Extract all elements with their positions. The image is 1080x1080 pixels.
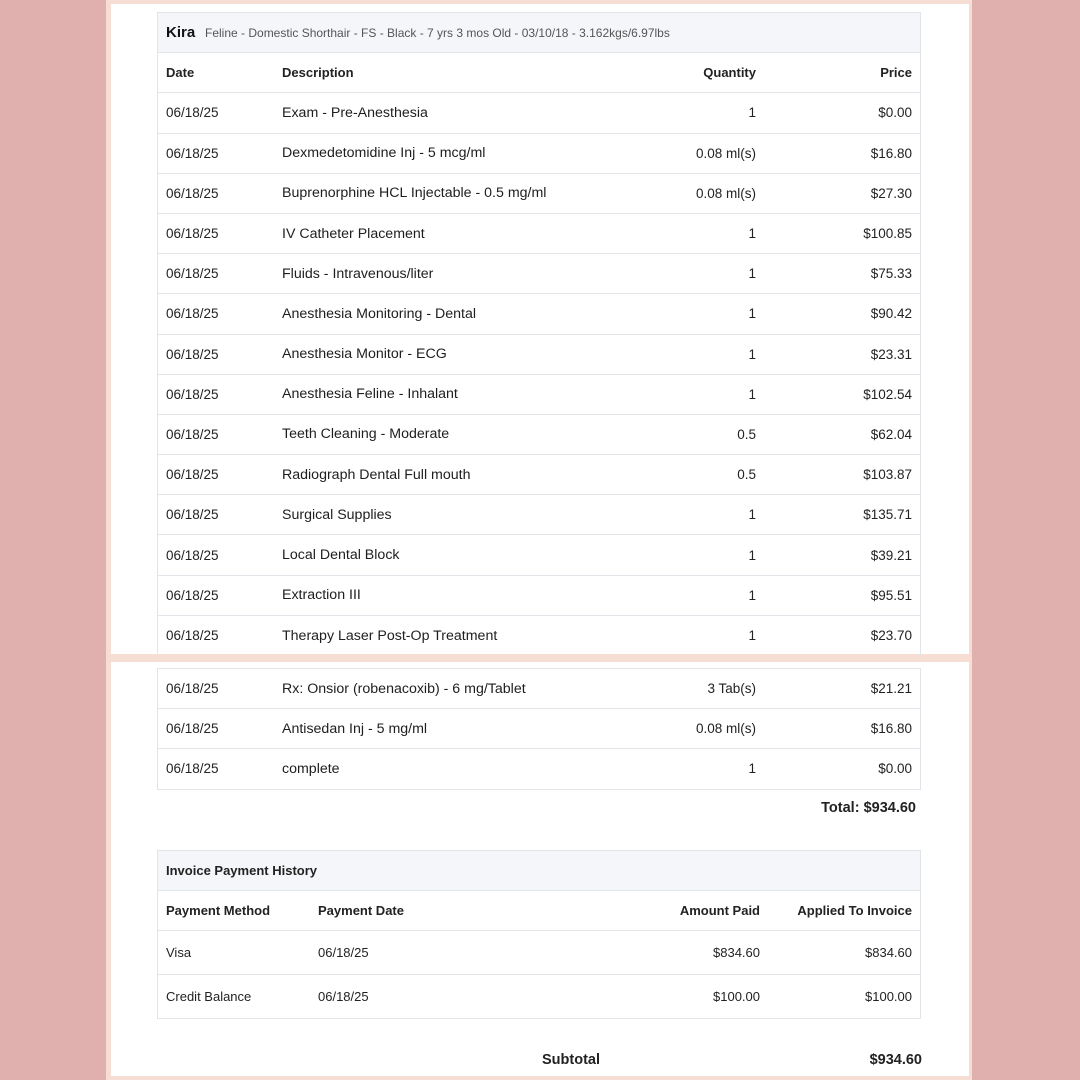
item-price: $16.80 [870, 145, 912, 161]
item-description: Exam - Pre-Anesthesia [282, 104, 428, 121]
table-row [158, 669, 920, 709]
item-description: Rx: Onsior (robenacoxib) - 6 mg/Tablet [282, 680, 526, 697]
table-row [158, 214, 920, 254]
table-row [158, 495, 920, 535]
item-date: 06/18/25 [166, 185, 219, 201]
table-row [158, 415, 920, 455]
item-description: Teeth Cleaning - Moderate [282, 426, 450, 443]
item-date: 06/18/25 [166, 628, 219, 644]
column-payment-date: Payment Date [318, 903, 404, 919]
item-description: Dexmedetomidine Inj - 5 mcg/ml [282, 145, 486, 162]
table-row [158, 93, 920, 133]
item-quantity: 1 [748, 587, 756, 603]
item-price: $95.51 [870, 587, 912, 603]
item-price: $103.87 [863, 467, 912, 483]
item-quantity: 0.5 [737, 426, 756, 442]
item-description: Local Dental Block [282, 547, 400, 564]
item-description: Fluids - Intravenous/liter [282, 265, 434, 282]
subtotal-value: $934.60 [869, 1052, 922, 1068]
item-price: $90.42 [870, 306, 912, 322]
item-quantity: 1 [748, 306, 756, 322]
table-row [158, 294, 920, 334]
column-price: Price [880, 65, 912, 81]
item-quantity: 1 [748, 226, 756, 242]
column-amount-paid: Amount Paid [679, 903, 760, 919]
pet-name: Kira [166, 24, 196, 42]
table-row [158, 375, 920, 415]
item-quantity: 1 [748, 266, 756, 282]
item-date: 06/18/25 [166, 266, 219, 282]
item-price: $39.21 [870, 547, 912, 563]
table-row [158, 576, 920, 616]
item-price: $23.70 [870, 628, 912, 644]
column-quantity: Quantity [703, 65, 756, 81]
item-date: 06/18/25 [166, 761, 219, 777]
item-date: 06/18/25 [166, 306, 219, 322]
item-date: 06/18/25 [166, 467, 219, 483]
table-row [158, 749, 920, 789]
item-price: $21.21 [870, 681, 912, 697]
item-description: Anesthesia Monitor - ECG [282, 346, 447, 363]
item-price: $27.30 [870, 185, 912, 201]
item-quantity: 0.08 ml(s) [695, 721, 756, 737]
item-price: $0.00 [878, 105, 912, 121]
subtotal-label: Subtotal [542, 1052, 600, 1068]
table-row [158, 455, 920, 495]
item-date: 06/18/25 [166, 105, 219, 121]
item-description: Antisedan Inj - 5 mg/ml [282, 720, 428, 737]
column-description: Description [282, 65, 354, 81]
column-date: Date [166, 65, 195, 81]
item-quantity: 0.08 ml(s) [695, 145, 756, 161]
item-quantity: 1 [748, 761, 756, 777]
item-description: complete [282, 760, 340, 777]
payment-method: Credit Balance [166, 989, 252, 1005]
item-price: $0.00 [878, 761, 912, 777]
item-quantity: 0.08 ml(s) [695, 185, 756, 201]
payment-amount-paid: $100.00 [713, 989, 760, 1005]
item-description: Surgical Supplies [282, 506, 392, 523]
payment-applied: $100.00 [865, 989, 912, 1005]
item-date: 06/18/25 [166, 547, 219, 563]
payment-amount-paid: $834.60 [713, 945, 760, 961]
invoice-total: Total: $934.60 [821, 800, 916, 816]
payment-method: Visa [166, 945, 192, 961]
item-quantity: 3 Tab(s) [707, 681, 756, 697]
item-description: Anesthesia Monitoring - Dental [282, 305, 476, 322]
item-description: Buprenorphine HCL Injectable - 0.5 mg/ml [282, 185, 547, 202]
item-quantity: 1 [748, 105, 756, 121]
payment-history-table [157, 850, 921, 1019]
item-price: $102.54 [863, 386, 912, 402]
item-date: 06/18/25 [166, 426, 219, 442]
payment-applied: $834.60 [865, 945, 912, 961]
table-row [158, 335, 920, 375]
item-price: $16.80 [870, 721, 912, 737]
item-date: 06/18/25 [166, 386, 219, 402]
item-description: Anesthesia Feline - Inhalant [282, 386, 458, 403]
pet-info: Feline - Domestic Shorthair - FS - Black - 7 yrs 3 mos Old - 03/10/18 - 3.162kgs/6.97lbs [205, 25, 670, 40]
table-row [158, 709, 920, 749]
item-price: $75.33 [870, 266, 912, 282]
payment-history-header [158, 851, 920, 891]
item-price: $23.31 [870, 346, 912, 362]
table-row [158, 174, 920, 214]
item-description: Therapy Laser Post-Op Treatment [282, 627, 498, 644]
item-date: 06/18/25 [166, 346, 219, 362]
item-date: 06/18/25 [166, 587, 219, 603]
line-items-table [157, 12, 921, 656]
item-quantity: 1 [748, 628, 756, 644]
pet-header [158, 13, 920, 53]
item-price: $100.85 [863, 226, 912, 242]
item-quantity: 1 [748, 547, 756, 563]
item-quantity: 1 [748, 346, 756, 362]
item-quantity: 0.5 [737, 467, 756, 483]
item-price: $135.71 [863, 507, 912, 523]
payment-date: 06/18/25 [318, 945, 369, 961]
payment-column-header-row [158, 891, 920, 931]
item-price: $62.04 [870, 426, 912, 442]
table-row [158, 616, 920, 656]
payment-row [158, 931, 920, 975]
table-row [158, 134, 920, 174]
payment-row [158, 975, 920, 1019]
item-description: Extraction III [282, 587, 361, 604]
item-description: IV Catheter Placement [282, 225, 425, 242]
item-date: 06/18/25 [166, 507, 219, 523]
table-row [158, 535, 920, 575]
item-date: 06/18/25 [166, 145, 219, 161]
column-applied-to-invoice: Applied To Invoice [797, 903, 912, 919]
item-description: Radiograph Dental Full mouth [282, 466, 471, 483]
item-date: 06/18/25 [166, 681, 219, 697]
column-payment-method: Payment Method [166, 903, 271, 919]
item-date: 06/18/25 [166, 721, 219, 737]
item-date: 06/18/25 [166, 226, 219, 242]
line-items-table-continued [157, 668, 921, 790]
payment-date: 06/18/25 [318, 989, 369, 1005]
item-quantity: 1 [748, 386, 756, 402]
table-row [158, 254, 920, 294]
item-quantity: 1 [748, 507, 756, 523]
payment-history-title: Invoice Payment History [166, 863, 317, 879]
column-header-row [158, 53, 920, 93]
